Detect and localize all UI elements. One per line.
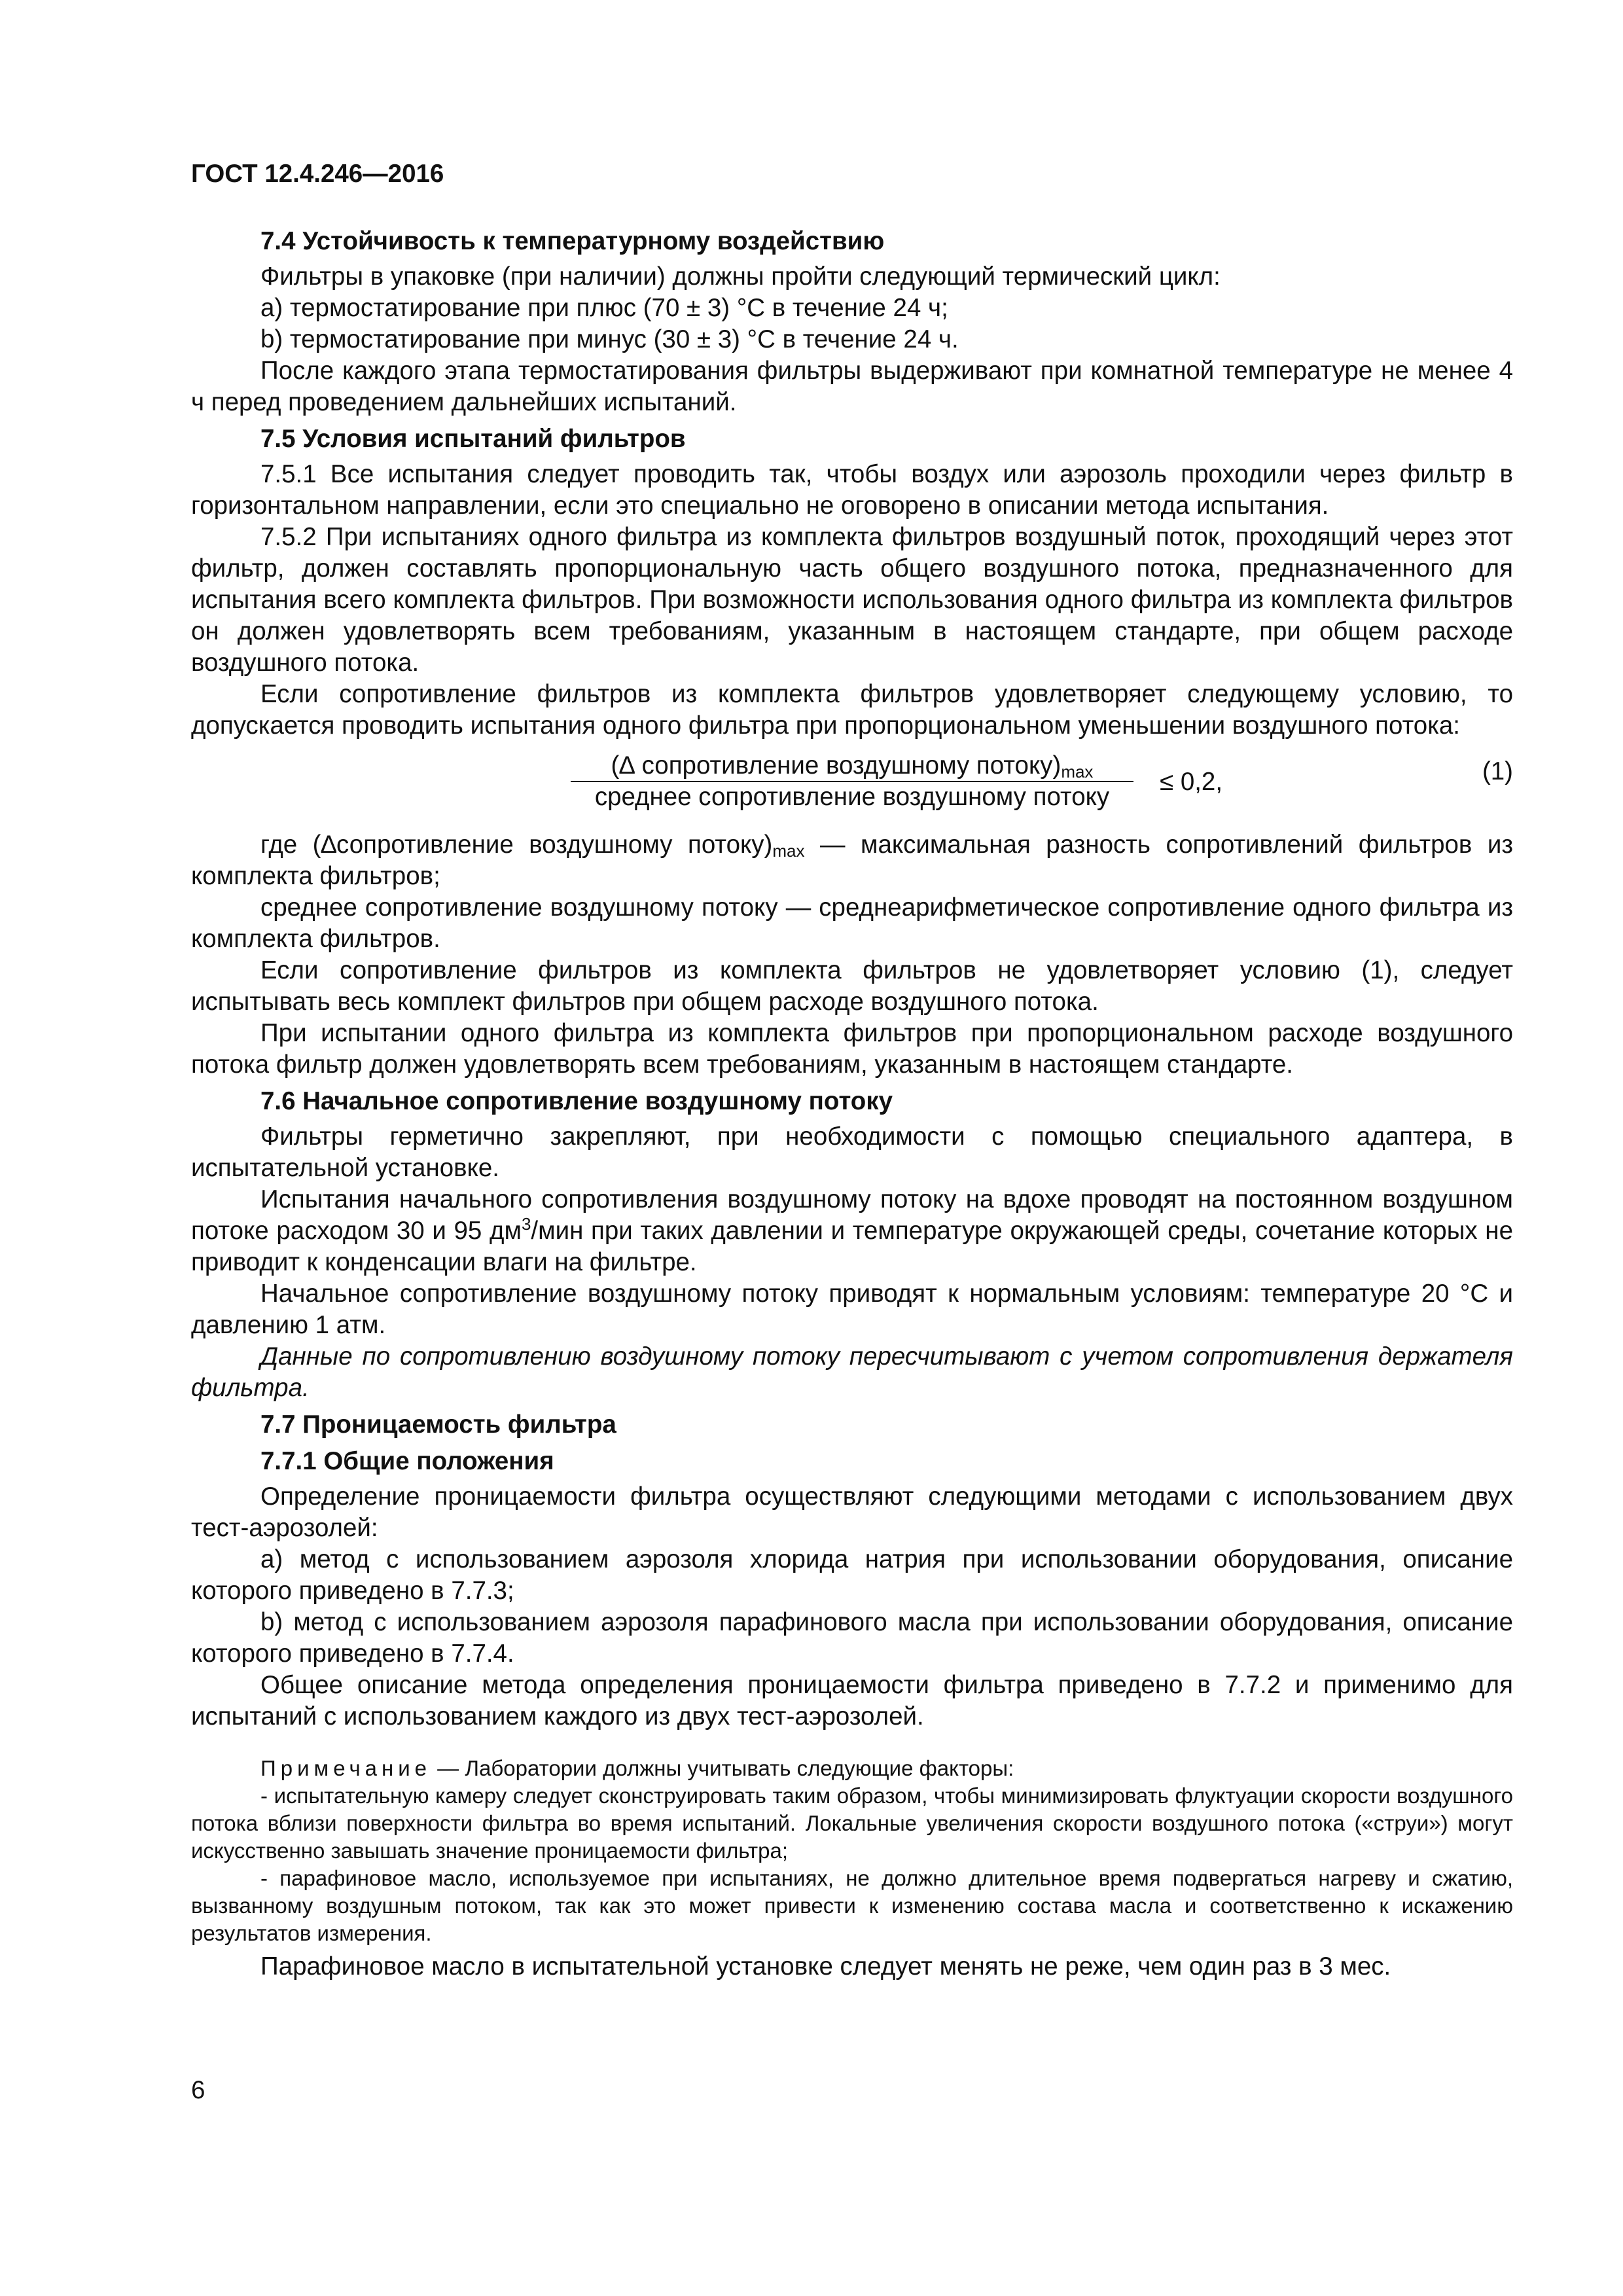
paragraph: Если сопротивление фильтров из комплекта фильтров удовлетворяет следующему условию, то допускается проводить испытания одного фильтра при пропорциональном уменьшении воздушного потока:	[191, 680, 1513, 740]
paragraph: Начальное сопротивление воздушному потоку приводят к нормальным условиям: температуре 20 °C и давлению 1 атм.	[191, 1280, 1513, 1339]
paragraph: Фильтры герметично закрепляют, при необходимости с помощью специального адаптера, в испытательной установке.	[191, 1122, 1513, 1182]
formula-1	[191, 751, 1513, 823]
note-intro: Примечание — Лаборатории должны учитывать следующие факторы:	[260, 1756, 1014, 1780]
paragraph: среднее сопротивление воздушному потоку — среднеарифметическое сопротивление одного фильтра из комплекта фильтров.	[191, 893, 1513, 953]
page-number: 6	[191, 2076, 205, 2104]
list-item: a) метод с использованием аэрозоля хлорида натрия при использовании оборудования, описание которого приведено в 7.7.3;	[191, 1545, 1513, 1605]
section-7-7-title: 7.7 Проницаемость фильтра	[260, 1410, 616, 1439]
paragraph: Парафиновое масло в испытательной установке следует менять не реже, чем один раз в 3 мес.	[260, 1952, 1391, 1981]
formula-numerator: (∆ сопротивление воздушному $потоку)_{max}$	[611, 751, 1094, 781]
list-item: b) метод с использованием аэрозоля парафинового масла при использовании оборудования, описание которого приведено в 7.7.4.	[191, 1608, 1513, 1668]
paragraph: 7.5.1 Все испытания следует проводить так, чтобы воздух или аэрозоль проходили через фильтр в горизонтальном направлении, если это специально не оговорено в описании метода испытания.	[191, 460, 1513, 520]
section-7-6-title: 7.6 Начальное сопротивление воздушному потоку	[260, 1087, 893, 1115]
note-item: - испытательную камеру следует сконструировать таким образом, чтобы минимизировать флуктуации скорости воздушного потока вблизи поверхности фильтра во время испытаний. Локальные увеличения скорости воздушного потока («струи») могут искусственно завышать значение проницаемости фильтра;	[191, 1784, 1513, 1863]
paragraph: При испытании одного фильтра из комплекта фильтров при пропорциональном расходе воздушного потока фильтр должен удовлетворять всем требованиям, указанным в настоящем стандарте.	[191, 1019, 1513, 1079]
italic-paragraph: Данные по сопротивлению воздушному потоку пересчитывают с учетом сопротивления держателя фильтра.	[191, 1342, 1513, 1402]
paragraph: Общее описание метода определения проницаемости фильтра приведено в 7.7.2 и применимо для испытаний с использованием каждого из двух тест-аэрозолей.	[191, 1671, 1513, 1731]
paragraph: Испытания начального сопротивления воздушному потоку на вдохе проводят на постоянном воздушном потоке расходом 30 и 95 $дм^3$/мин при таких давлении и температуре окружающей среды, сочетание которых не приводит к конденсации влаги на фильтре.	[191, 1185, 1513, 1276]
note-item: - парафиновое масло, используемое при испытаниях, не должно длительное время подвергаться нагреву и сжатию, вызванному воздушным потоком, так как это может привести к изменению состава масла и соответственно к искажению результатов измерения.	[191, 1866, 1513, 1945]
list-item: b) термостатирование при минус (30 ± 3) °C в течение 24 ч.	[260, 325, 959, 353]
section-7-5-title: 7.5 Условия испытаний фильтров	[260, 425, 686, 453]
paragraph: Фильтры в упаковке (при наличии) должны пройти следующий термический цикл:	[260, 262, 1221, 291]
list-item: a) термостатирование при плюс (70 ± 3) °C в течение 24 ч;	[260, 294, 948, 322]
paragraph: После каждого этапа термостатирования фильтры выдерживают при комнатной температуре не менее 4 ч перед проведением дальнейших испытаний.	[191, 357, 1513, 416]
paragraph: Если сопротивление фильтров из комплекта фильтров не удовлетворяет условию (1), следует испытывать весь комплект фильтров при общем расходе воздушного потока.	[191, 956, 1513, 1016]
note-block	[191, 1755, 1513, 1947]
formula-denominator: среднее сопротивление воздушному потоку	[571, 781, 1133, 812]
note-label: Примечание	[260, 1756, 432, 1780]
section-7-4-title: 7.4 Устойчивость к температурному воздействию	[260, 227, 885, 255]
paragraph: 7.5.2 При испытаниях одного фильтра из комплекта фильтров воздушный поток, проходящий через этот фильтр, должен составлять пропорциональную часть общего воздушного потока, предназначенного для испытания всего комплекта фильтров. При возможности использования одного фильтра из комплекта фильтров он должен удовлетворять всем требованиям, указанным в настоящем стандарте, при общем расходе воздушного потока.	[191, 523, 1513, 677]
section-7-7-1-title: 7.7.1 Общие положения	[260, 1447, 554, 1475]
paragraph: где (∆сопротивление воздушному $потоку)_{max}$ — максимальная разность сопротивлений фильтров из комплекта фильтров;	[191, 831, 1514, 890]
paragraph: Определение проницаемости фильтра осуществляют следующими методами с использованием двух тест-аэрозолей:	[191, 1482, 1513, 1542]
formula-fraction	[571, 751, 1133, 812]
equation-number: (1)	[1482, 757, 1513, 785]
formula-rhs: ≤ 0,2,	[1160, 768, 1223, 796]
document-header: ГОСТ 12.4.246—2016	[191, 160, 444, 188]
document-page	[191, 158, 1513, 1982]
